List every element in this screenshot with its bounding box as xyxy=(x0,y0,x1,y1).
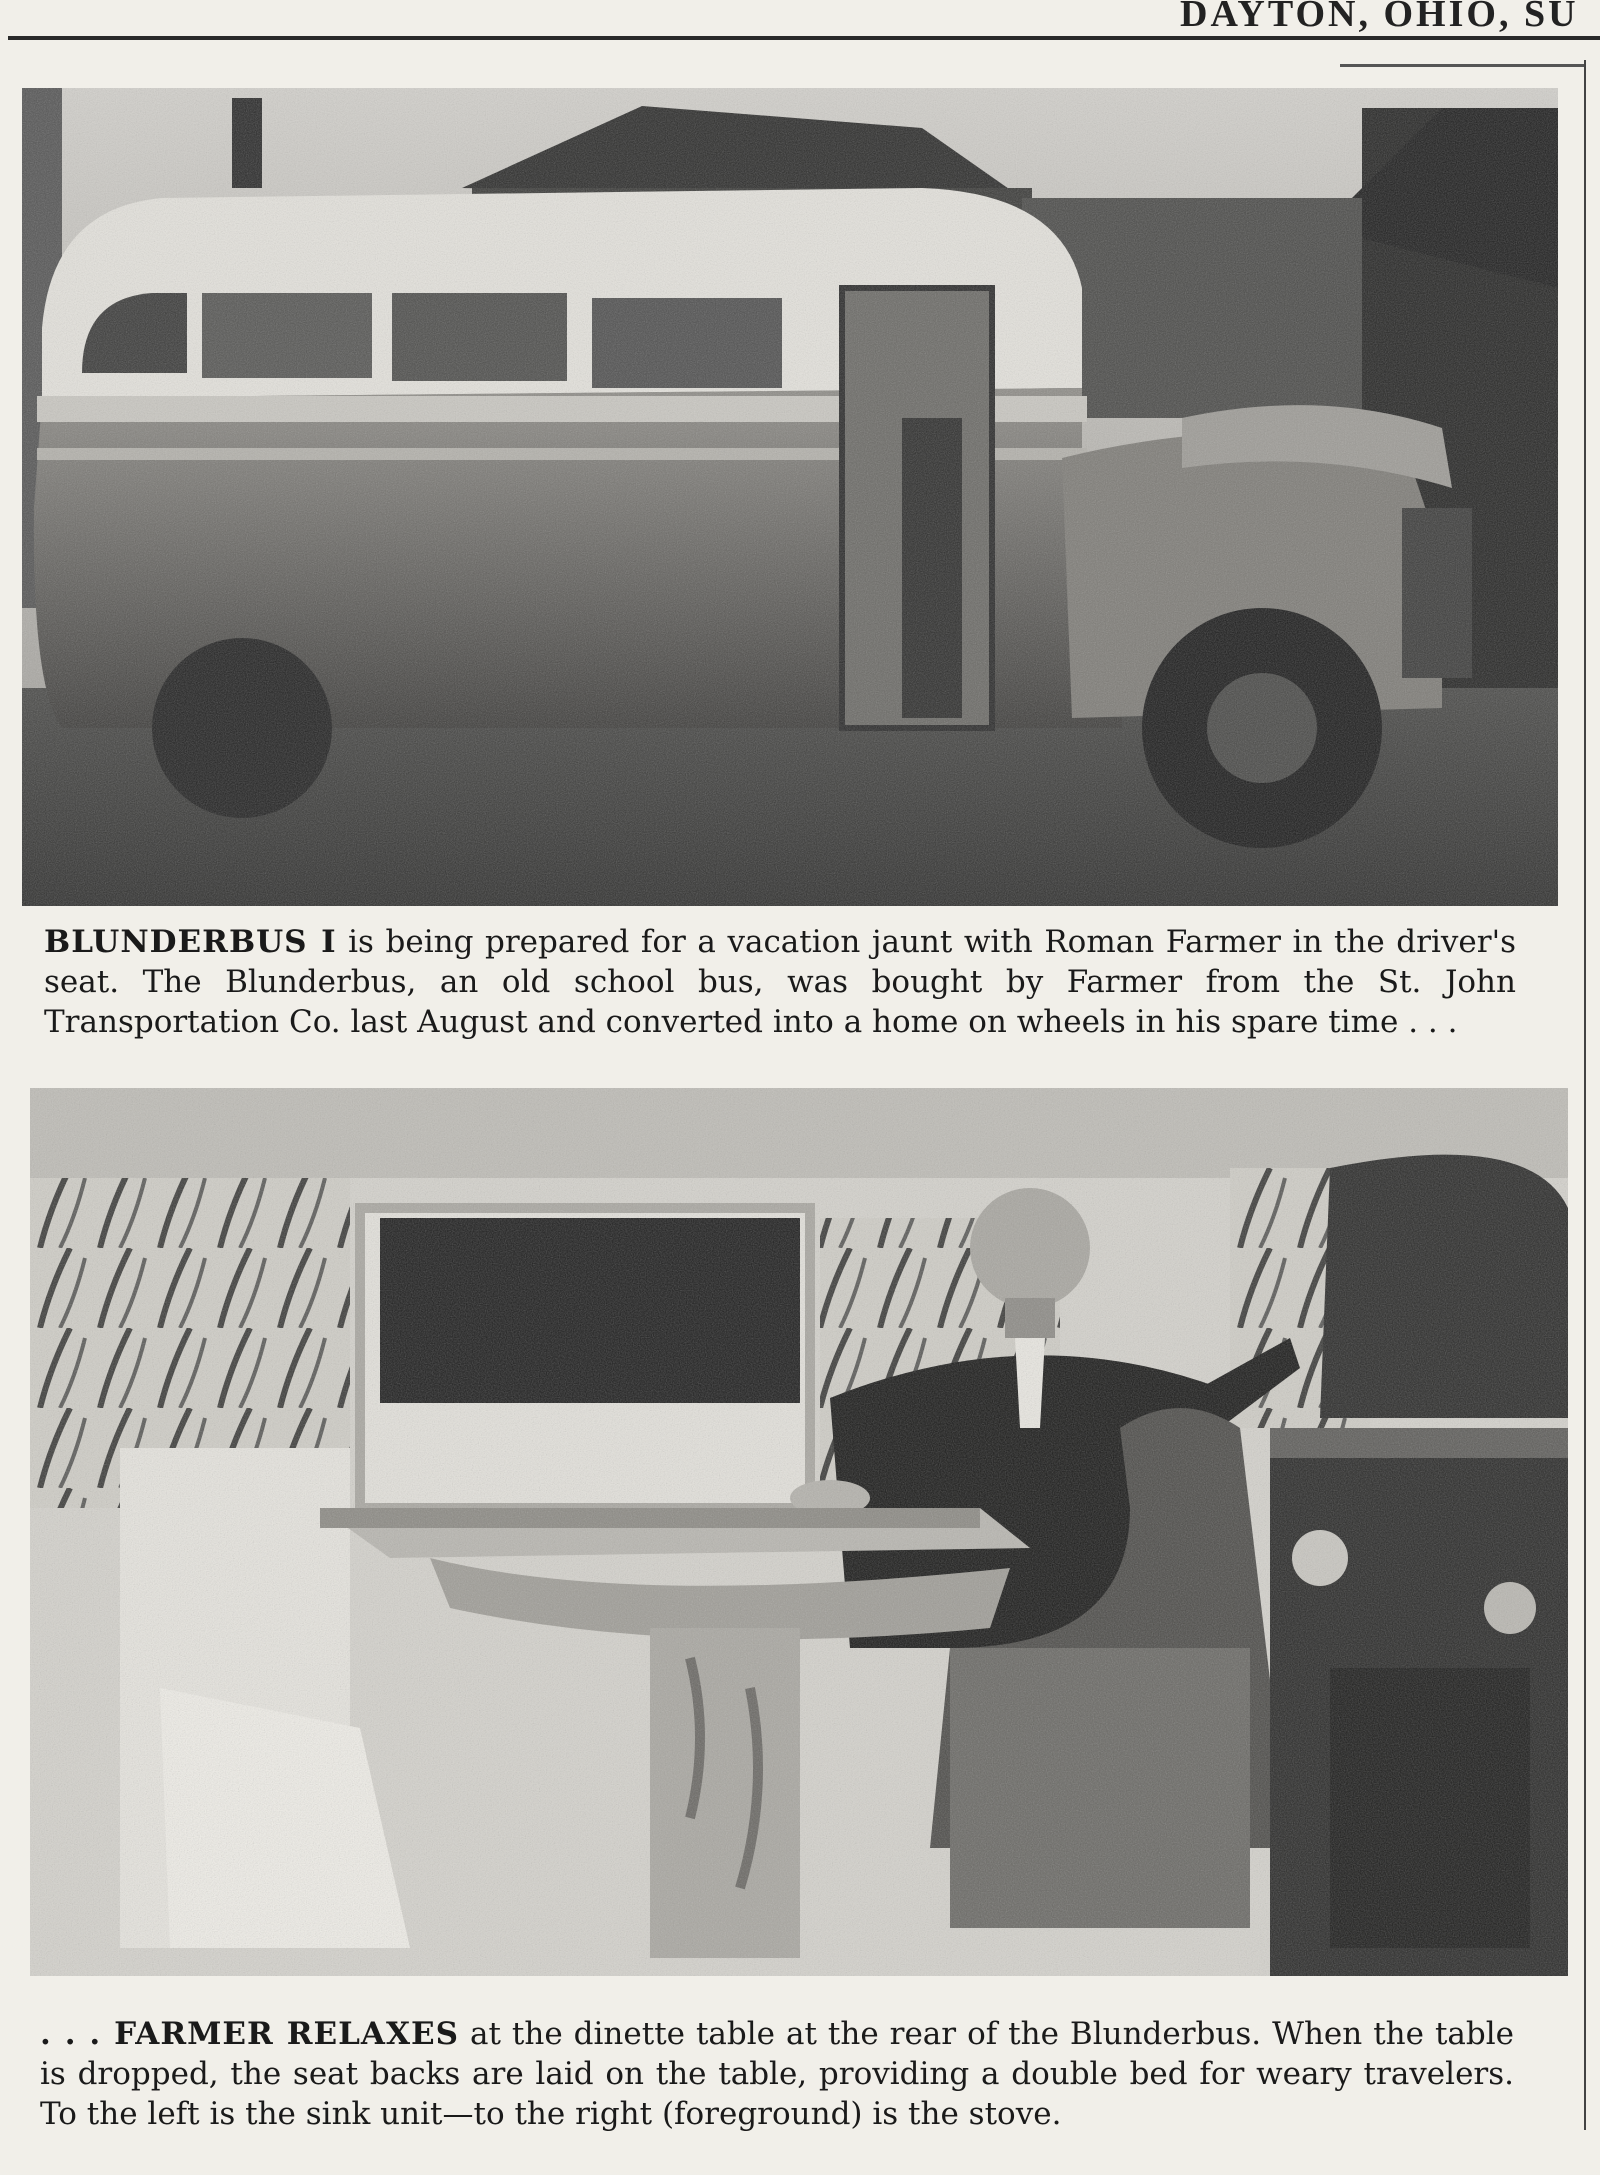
caption-body: at the dinette table at the rear of the Blunderbus. When the table is dropped, the seat backs are laid on the table, providing a double bed for weary travelers. To the left is the sink unit—to the right (foreground) is the stove. xyxy=(40,2016,1514,2132)
caption-lead: . . . FARMER RELAXES xyxy=(40,2016,460,2052)
bus-illustration-icon xyxy=(22,88,1558,906)
secondary-rule xyxy=(1340,64,1584,67)
cut-off-headline xyxy=(20,2135,1580,2175)
caption-lead: BLUNDERBUS I xyxy=(44,924,337,960)
top-rule xyxy=(8,36,1600,40)
dinette-photo xyxy=(30,1088,1568,1976)
dinette-illustration-icon xyxy=(30,1088,1568,1976)
dateline: DAYTON, OHIO, SU xyxy=(1180,0,1579,35)
caption-body: is being prepared for a vacation jaunt with Roman Farmer in the driver's seat. The Blunderbus, an old school bus, was bought by Farmer from the St. John Transportation Co. last August and converted into a home on wheels in his spare time . . . xyxy=(44,924,1516,1040)
bus-photo xyxy=(22,88,1558,906)
bus-photo-caption xyxy=(44,922,1516,1042)
dinette-photo-caption xyxy=(40,2014,1514,2134)
column-rule xyxy=(1584,60,1586,2130)
